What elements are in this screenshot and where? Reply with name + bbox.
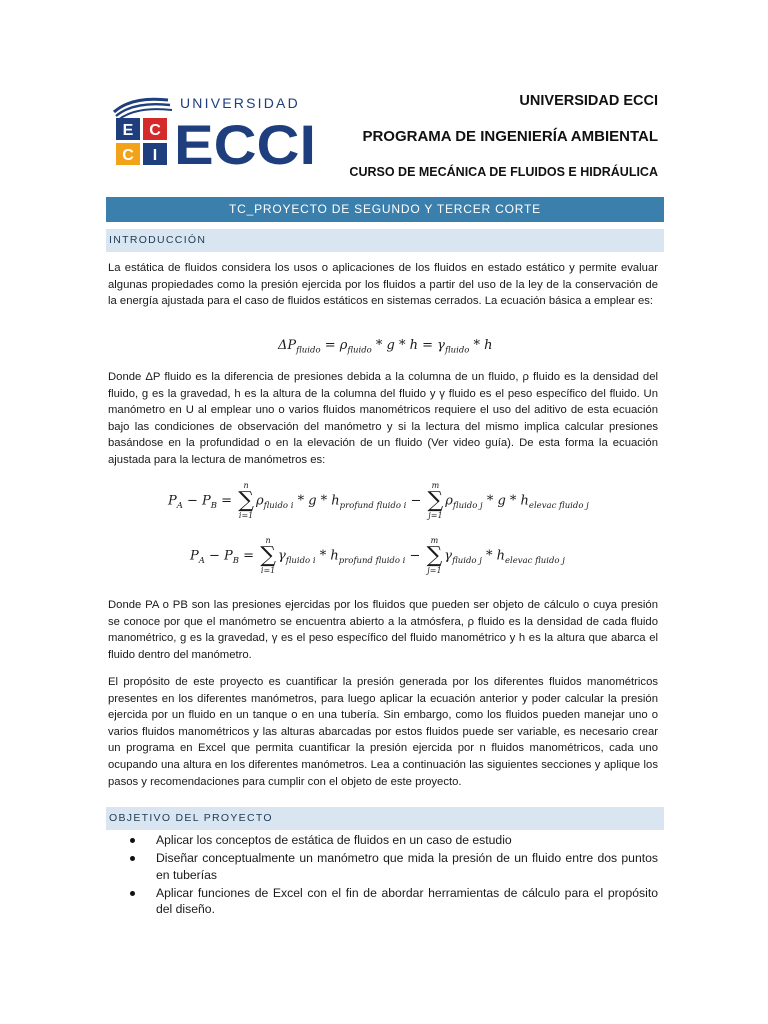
logo-top-text: UNIVERSIDAD	[180, 95, 300, 111]
bullet-icon	[130, 891, 135, 896]
logo-stripes-icon	[114, 99, 172, 120]
university-logo	[110, 92, 320, 170]
equation-manometer-density: $P_A - P_B$ = n ∑ i=1 $\rho_{fluido i}$ * g * $h_{profund fluido i}$ − m ∑ j=1 $\rho_{fluido j}$ * g * $h_{elevac fluido j}$	[168, 481, 589, 520]
list-item: Aplicar los conceptos de estática de fluidos en un caso de estudio	[130, 832, 658, 849]
logo-tile-i: I	[152, 147, 158, 164]
paragraph-variables: Donde PA o PB son las presiones ejercidas por los fluidos que pueden ser objeto de cálculo o cuya presión se conoce por que el manómetro se encuentra abierto a la atmósfera, ρ fluido es la densidad de cada fluido manométrico, g es la gravedad, γ es el peso específico del fluido manométrico y h es la altura que abarca el fluido dentro del manómetro.	[108, 599, 658, 661]
equation-basic: $\Delta P_{fluido} = \rho_{fluido} * g * h = \gamma_{fluido} * h$	[278, 338, 493, 356]
paragraph-intro: La estática de fluidos considera los usos o aplicaciones de los fluidos en estado estático y permite evaluar algunas propiedades como la presión ejercida por los fluidos a partir del uso de la ley de la conservación de la energía ajustada para el caso de fluidos estáticos en sistemas cerrados. La ecuación básica a emplear es:	[108, 262, 658, 308]
header-university: UNIVERSIDAD ECCI	[519, 93, 658, 109]
list-item: Aplicar funciones de Excel con el fin de abordar herramientas de cálculo para el propósito del diseño.	[130, 885, 658, 918]
section-heading-introduction: INTRODUCCIÓN	[106, 229, 664, 252]
logo-tile-c2: C	[122, 147, 134, 164]
paragraph-definitions: Donde ΔP fluido es la diferencia de presiones debida a la columna de un fluido, ρ fluido es la densidad del fluido, g es la gravedad, h es la altura de la columna del fluido y γ fluido es el peso específico del fluido. Un manómetro en U al emplear uno o varios fluidos manométricos requiere el uso del aditivo de esta ecuación bajo las condiciones de observación del manómetro y si la lectura del mismo implica calcular presiones basándose en la profundidad o en la elevación de un fluido (Ver video guía). De esta forma la ecuación ajustada para la lectura de manómetros es:	[108, 371, 658, 466]
bullet-icon	[130, 838, 135, 843]
equation-manometer-weight: $P_A - P_B$ = n ∑ i=1 $\gamma_{fluido i} * h_{profund fluido i}$ − m ∑ j=1 $\gamma_{fluido j} * h_{elevac fluido j}$	[190, 536, 565, 575]
paragraph-purpose: El propósito de este proyecto es cuantificar la presión generada por los diferentes fluidos manométricos presentes en los diferentes manómetros, para luego aplicar la ecuación anterior y poder calcular la presión ejercida por un fluido en un tanque o en una tubería. Sin embargo, como los fluidos pueden manejar uno o varios fluidos manométricos y las alturas abarcadas por estos fluidos puede ser variable, es necesario crear un programa en Excel que permita cuantificar la presión ejercida por n fluidos manométricos, cada uno ocupando una altura en los diferentes manómetros. Lea a continuación las siguientes secciones y aplique los pasos y recomendaciones para cumplir con el objeto de este proyecto.	[108, 676, 658, 788]
list-item: Diseñar conceptualmente un manómetro que mida la presión de un fluido entre dos puntos en tuberías	[130, 850, 658, 883]
summation-symbol: m ∑ j=1	[427, 481, 444, 520]
summation-symbol: n ∑ i=1	[260, 536, 276, 575]
logo-tile-c1: C	[149, 122, 161, 139]
summation-symbol: n ∑ i=1	[238, 481, 254, 520]
summation-symbol: m ∑ j=1	[426, 536, 443, 575]
section-heading-objective: OBJETIVO DEL PROYECTO	[106, 807, 664, 830]
objective-list	[130, 832, 658, 919]
logo-tile-e: E	[122, 122, 134, 139]
project-title-banner: TC_PROYECTO DE SEGUNDO Y TERCER CORTE	[106, 197, 664, 222]
logo-main-text: ECCI	[174, 113, 316, 170]
header-course: CURSO DE MECÁNICA DE FLUIDOS E HIDRÁULICA	[349, 165, 658, 179]
header-program: PROGRAMA DE INGENIERÍA AMBIENTAL	[362, 128, 658, 145]
bullet-icon	[130, 856, 135, 861]
